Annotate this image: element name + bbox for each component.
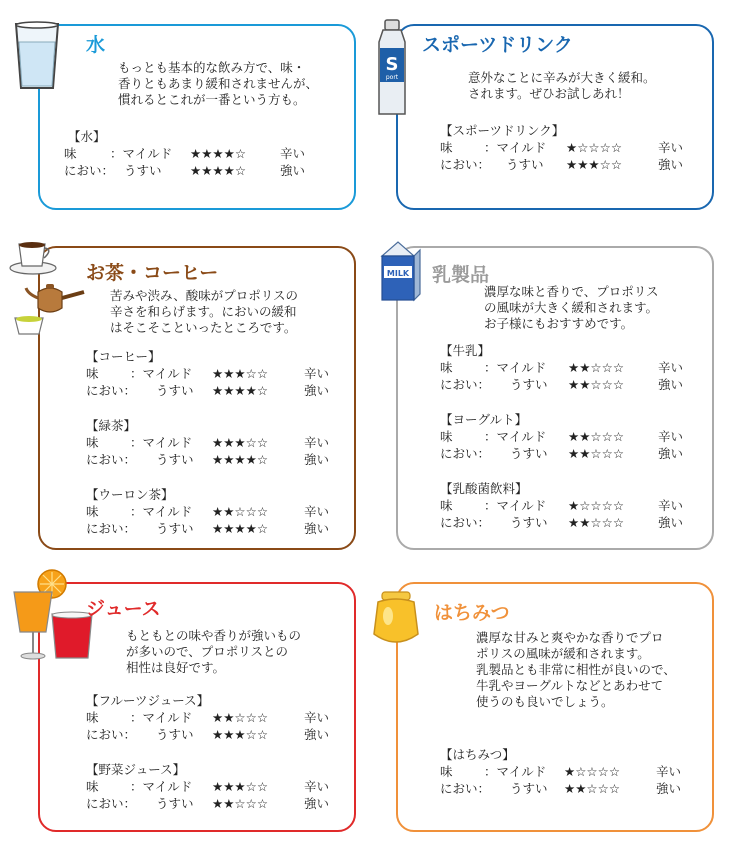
rating-label: におい： bbox=[86, 796, 137, 811]
rating-scale-low: うすい bbox=[510, 377, 548, 392]
rating-label: 味 bbox=[440, 140, 453, 155]
rating-stars: ★★★★☆ bbox=[190, 146, 247, 161]
rating-scale-low: うすい bbox=[510, 781, 548, 796]
rating-scale-high: 強い bbox=[658, 515, 684, 530]
card-sports-title: スポーツドリンク bbox=[422, 34, 573, 56]
card-honey-desc: 濃厚な甘みと爽やかな香りでプロ ポリスの風味が緩和されます。 乳製品とも非常に相性が良いので、 牛乳やヨーグルトなどとあわせて 使うのも良いでしょう。 bbox=[476, 630, 676, 709]
rating-scale-high: 強い bbox=[658, 446, 684, 461]
rating-label: 味 bbox=[86, 435, 99, 450]
rating-label: におい： bbox=[86, 727, 137, 742]
rating-stars: ★☆☆☆☆ bbox=[568, 498, 625, 513]
rating-stars: ★★★★☆ bbox=[190, 163, 247, 178]
rating-scale-high: 辛い bbox=[656, 764, 682, 779]
rating-scale-low: ：マイルド bbox=[484, 429, 547, 444]
rating-scale-high: 強い bbox=[304, 383, 330, 398]
rating-row-smell bbox=[440, 780, 682, 797]
rating-scale-high: 辛い bbox=[304, 504, 330, 519]
rating-row-smell bbox=[64, 162, 306, 179]
product-name: 【スポーツドリンク】 bbox=[440, 123, 565, 138]
rating-label: 味 bbox=[86, 710, 99, 725]
rating-stars: ★★☆☆☆ bbox=[564, 781, 621, 796]
rating-label: におい： bbox=[440, 515, 491, 530]
rating-scale-high: 辛い bbox=[304, 710, 330, 725]
rating-scale-low: ：マイルド bbox=[130, 710, 193, 725]
rating-stars: ★★★☆☆ bbox=[212, 366, 269, 381]
milk-carton-label: MILK bbox=[386, 269, 410, 278]
milk-carton-icon bbox=[376, 240, 422, 306]
rating-row-taste bbox=[440, 139, 684, 156]
rating-scale-high: 辛い bbox=[658, 429, 684, 444]
card-tea-title: お茶・コーヒー bbox=[86, 262, 219, 284]
card-tea-products bbox=[86, 348, 330, 537]
coffee-cup-icon bbox=[8, 236, 58, 280]
rating-stars: ★★☆☆☆ bbox=[568, 446, 625, 461]
rating-scale-high: 強い bbox=[658, 157, 684, 172]
rating-scale-high: 辛い bbox=[280, 146, 306, 161]
rating-stars: ★★★★☆ bbox=[212, 452, 269, 467]
rating-scale-low: うすい bbox=[510, 515, 548, 530]
rating-row-taste bbox=[440, 359, 684, 376]
rating-stars: ★★☆☆☆ bbox=[212, 504, 269, 519]
rating-row-taste bbox=[64, 145, 306, 162]
product-name: 【野菜ジュース】 bbox=[86, 762, 186, 777]
rating-scale-low: ：マイルド bbox=[110, 146, 173, 161]
rating-row-smell bbox=[440, 156, 684, 173]
product-name: 【緑茶】 bbox=[86, 418, 137, 433]
product-name: 【ヨーグルト】 bbox=[440, 412, 528, 427]
rating-stars: ★★☆☆☆ bbox=[212, 796, 269, 811]
rating-label: 味 bbox=[64, 146, 77, 161]
card-dairy-title: 乳製品 bbox=[432, 264, 490, 286]
rating-row-taste bbox=[86, 434, 330, 451]
rating-scale-low: うすい bbox=[156, 796, 194, 811]
rating-row-smell bbox=[86, 382, 330, 399]
rating-scale-high: 辛い bbox=[304, 779, 330, 794]
rating-scale-low: ：マイルド bbox=[484, 140, 547, 155]
rating-stars: ★★★★☆ bbox=[212, 383, 269, 398]
sports-bottle-icon bbox=[372, 18, 412, 122]
rating-stars: ★★★★☆ bbox=[212, 521, 269, 536]
rating-scale-low: ：マイルド bbox=[130, 435, 193, 450]
card-dairy-products bbox=[440, 342, 684, 531]
rating-scale-high: 強い bbox=[304, 796, 330, 811]
rating-row-taste bbox=[440, 428, 684, 445]
rating-scale-high: 辛い bbox=[658, 140, 684, 155]
card-honey-products bbox=[440, 746, 682, 797]
rating-label: におい： bbox=[86, 383, 137, 398]
card-water-products bbox=[64, 128, 306, 179]
rating-row-taste bbox=[86, 503, 330, 520]
rating-row-taste bbox=[86, 365, 330, 382]
card-honey-title: はちみつ bbox=[434, 602, 510, 624]
rating-stars: ★★★☆☆ bbox=[212, 727, 269, 742]
card-sports-desc: 意外なことに辛みが大きく緩和。 されます。ぜひお試しあれ！ bbox=[468, 70, 656, 101]
rating-label: 味 bbox=[440, 360, 453, 375]
rating-label: 味 bbox=[440, 764, 453, 779]
rating-scale-low: うすい bbox=[510, 446, 548, 461]
card-water-title: 水 bbox=[86, 34, 106, 56]
rating-stars: ★★☆☆☆ bbox=[212, 710, 269, 725]
honey-jar-icon bbox=[370, 590, 422, 652]
rating-row-smell bbox=[86, 726, 330, 743]
card-juice-desc: もともとの味や香りが強いもの が多いので、プロポリスとの 相性は良好です。 bbox=[126, 628, 302, 675]
rating-stars: ★☆☆☆☆ bbox=[564, 764, 621, 779]
rating-scale-low: うすい bbox=[156, 727, 194, 742]
rating-label: 味 bbox=[86, 366, 99, 381]
product-name: 【牛乳】 bbox=[440, 343, 491, 358]
card-sports-products bbox=[440, 122, 684, 173]
rating-label: におい： bbox=[440, 157, 491, 172]
rating-scale-high: 強い bbox=[658, 377, 684, 392]
rating-scale-low: うすい bbox=[124, 163, 162, 178]
product-name: 【ウーロン茶】 bbox=[86, 487, 174, 502]
svg-text:port: port bbox=[385, 74, 399, 81]
card-dairy-desc: 濃厚な味と香りで、プロポリス の風味が大きく緩和されます。 お子様にもおすすめです。 bbox=[484, 284, 659, 331]
rating-label: 味 bbox=[440, 498, 453, 513]
rating-label: におい： bbox=[440, 377, 491, 392]
product-name: 【コーヒー】 bbox=[86, 349, 161, 364]
water-glass-icon bbox=[12, 20, 62, 96]
rating-row-smell bbox=[440, 445, 684, 462]
product-name: 【水】 bbox=[68, 129, 106, 144]
card-water-desc: もっとも基本的な飲み方で、味・ 香りともあまり緩和されませんが、 慣れるとこれが一番という方も。 bbox=[118, 60, 319, 107]
rating-scale-low: うすい bbox=[156, 452, 194, 467]
product-name: 【はちみつ】 bbox=[440, 747, 515, 762]
rating-label: 味 bbox=[86, 504, 99, 519]
rating-scale-low: うすい bbox=[156, 521, 194, 536]
product-name: 【フルーツジュース】 bbox=[86, 693, 210, 708]
card-juice-title: ジュース bbox=[86, 598, 161, 620]
rating-row-smell bbox=[440, 376, 684, 393]
rating-stars: ★★☆☆☆ bbox=[568, 377, 625, 392]
rating-row-smell bbox=[86, 795, 330, 812]
rating-scale-low: ：マイルド bbox=[484, 498, 547, 513]
product-name: 【乳酸菌飲料】 bbox=[440, 481, 528, 496]
rating-row-taste bbox=[86, 709, 330, 726]
rating-scale-low: ：マイルド bbox=[130, 504, 193, 519]
rating-scale-high: 辛い bbox=[658, 498, 684, 513]
rating-scale-low: ：マイルド bbox=[484, 360, 547, 375]
rating-row-taste bbox=[86, 778, 330, 795]
card-tea-desc: 苦みや渋み、酸味がプロポリスの 辛さを和らげます。においの緩和 はそこそこといったところです。 bbox=[110, 288, 299, 335]
rating-scale-high: 辛い bbox=[658, 360, 684, 375]
svg-text:S: S bbox=[385, 54, 399, 75]
rating-scale-high: 辛い bbox=[304, 366, 330, 381]
rating-label: におい： bbox=[86, 521, 137, 536]
rating-label: 味 bbox=[440, 429, 453, 444]
rating-scale-high: 辛い bbox=[304, 435, 330, 450]
rating-row-smell bbox=[86, 451, 330, 468]
rating-row-smell bbox=[440, 514, 684, 531]
rating-label: におい： bbox=[64, 163, 115, 178]
rating-label: におい： bbox=[440, 781, 491, 796]
rating-stars: ★★★☆☆ bbox=[212, 779, 269, 794]
rating-label: におい： bbox=[86, 452, 137, 467]
rating-stars: ★★★☆☆ bbox=[566, 157, 623, 172]
rating-scale-high: 強い bbox=[656, 781, 682, 796]
rating-scale-low: うすい bbox=[506, 157, 544, 172]
rating-row-taste bbox=[440, 763, 682, 780]
rating-scale-high: 強い bbox=[304, 452, 330, 467]
rating-stars: ★★☆☆☆ bbox=[568, 515, 625, 530]
rating-row-taste bbox=[440, 497, 684, 514]
green-tea-icon bbox=[12, 312, 46, 342]
rating-row-smell bbox=[86, 520, 330, 537]
rating-scale-low: ：マイルド bbox=[130, 779, 193, 794]
rating-scale-low: うすい bbox=[156, 383, 194, 398]
rating-stars: ★★☆☆☆ bbox=[568, 360, 625, 375]
rating-scale-low: ：マイルド bbox=[130, 366, 193, 381]
rating-scale-high: 強い bbox=[304, 727, 330, 742]
rating-scale-high: 強い bbox=[280, 163, 306, 178]
rating-scale-high: 強い bbox=[304, 521, 330, 536]
rating-label: におい： bbox=[440, 446, 491, 461]
card-juice-products bbox=[86, 692, 330, 812]
rating-stars: ★★☆☆☆ bbox=[568, 429, 625, 444]
juice-glasses-icon bbox=[8, 566, 98, 670]
rating-stars: ★★★☆☆ bbox=[212, 435, 269, 450]
rating-stars: ★☆☆☆☆ bbox=[566, 140, 623, 155]
rating-label: 味 bbox=[86, 779, 99, 794]
rating-scale-low: ：マイルド bbox=[484, 764, 547, 779]
